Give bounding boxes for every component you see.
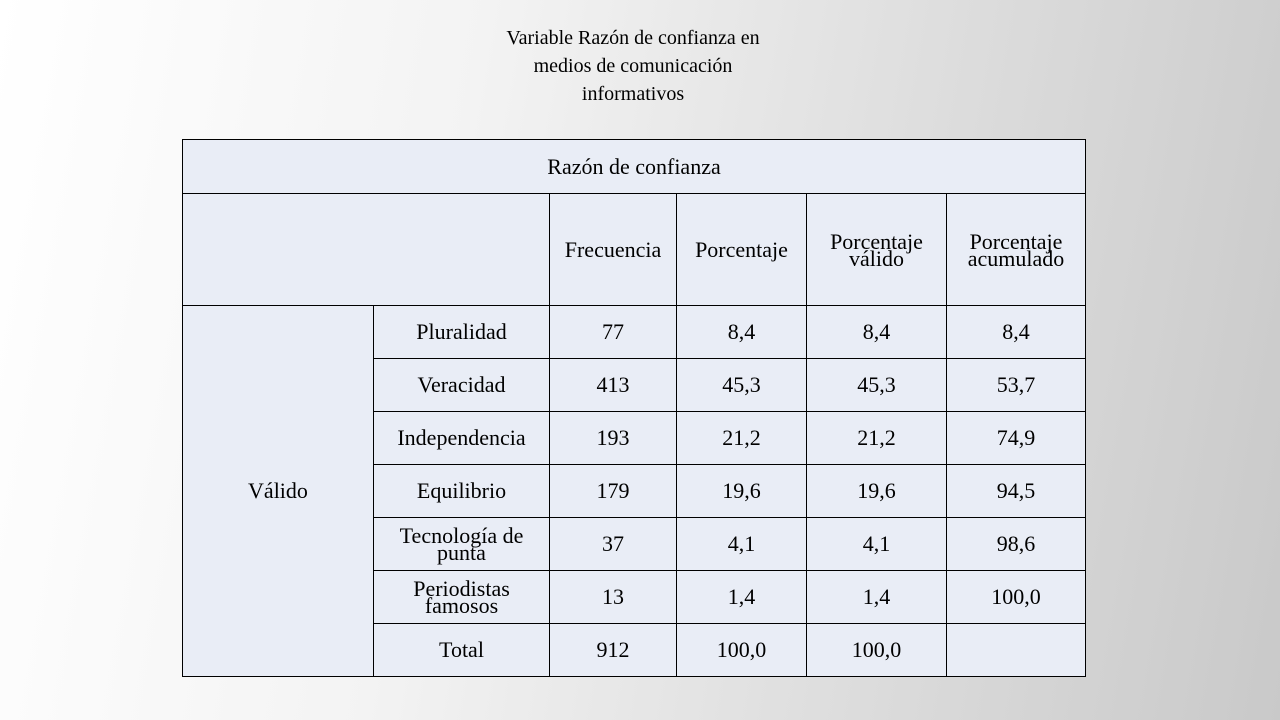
frequency-table xyxy=(182,139,1086,677)
table-caption xyxy=(430,24,836,108)
cell-porcentaje-valido: 1,4 xyxy=(807,571,947,624)
cell-frecuencia: 179 xyxy=(550,465,677,518)
cell-porcentaje-valido: 8,4 xyxy=(807,306,947,359)
cell-porcentaje: 1,4 xyxy=(677,571,807,624)
cell-porcentaje-acumulado: 98,6 xyxy=(947,518,1086,571)
cell-frecuencia: 13 xyxy=(550,571,677,624)
row-label: Pluralidad xyxy=(374,306,550,359)
caption-line-3: informativos xyxy=(581,83,685,105)
row-label: Equilibrio xyxy=(374,465,550,518)
cell-porcentaje: 45,3 xyxy=(677,359,807,412)
cell-porcentaje-acumulado: 74,9 xyxy=(947,412,1086,465)
cell-porcentaje-acumulado: 8,4 xyxy=(947,306,1086,359)
cell-porcentaje: 19,6 xyxy=(677,465,807,518)
cell-frecuencia: 37 xyxy=(550,518,677,571)
group-label-valido: Válido xyxy=(183,306,374,677)
row-label: Periodistas famosos xyxy=(374,571,550,624)
cell-porcentaje: 4,1 xyxy=(677,518,807,571)
cell-porcentaje: 8,4 xyxy=(677,306,807,359)
row-label: Independencia xyxy=(374,412,550,465)
cell-porcentaje-valido: 100,0 xyxy=(807,624,947,677)
cell-porcentaje: 100,0 xyxy=(677,624,807,677)
cell-porcentaje-valido: 19,6 xyxy=(807,465,947,518)
cell-porcentaje-acumulado: 94,5 xyxy=(947,465,1086,518)
cell-frecuencia: 413 xyxy=(550,359,677,412)
cell-frecuencia: 193 xyxy=(550,412,677,465)
row-label: Total xyxy=(374,624,550,677)
row-label: Tecnología de punta xyxy=(374,518,550,571)
header-porcentaje-valido: Porcentaje válido xyxy=(807,194,947,306)
cell-porcentaje-valido: 45,3 xyxy=(807,359,947,412)
cell-porcentaje-acumulado: 100,0 xyxy=(947,571,1086,624)
row-label: Veracidad xyxy=(374,359,550,412)
header-blank-cell xyxy=(183,194,550,306)
cell-porcentaje-valido: 21,2 xyxy=(807,412,947,465)
header-porcentaje: Porcentaje xyxy=(677,194,807,306)
table-title: Razón de confianza xyxy=(183,140,1086,194)
caption-line-2: medios de comunicación xyxy=(533,55,733,77)
caption-line-1: Variable Razón de confianza en xyxy=(506,27,760,49)
cell-porcentaje-valido: 4,1 xyxy=(807,518,947,571)
cell-porcentaje-acumulado xyxy=(947,624,1086,677)
cell-frecuencia: 912 xyxy=(550,624,677,677)
header-porcentaje-acumulado: Porcentaje acumulado xyxy=(947,194,1086,306)
cell-porcentaje: 21,2 xyxy=(677,412,807,465)
table-row xyxy=(183,306,1086,359)
cell-porcentaje-acumulado: 53,7 xyxy=(947,359,1086,412)
cell-frecuencia: 77 xyxy=(550,306,677,359)
header-frecuencia: Frecuencia xyxy=(550,194,677,306)
